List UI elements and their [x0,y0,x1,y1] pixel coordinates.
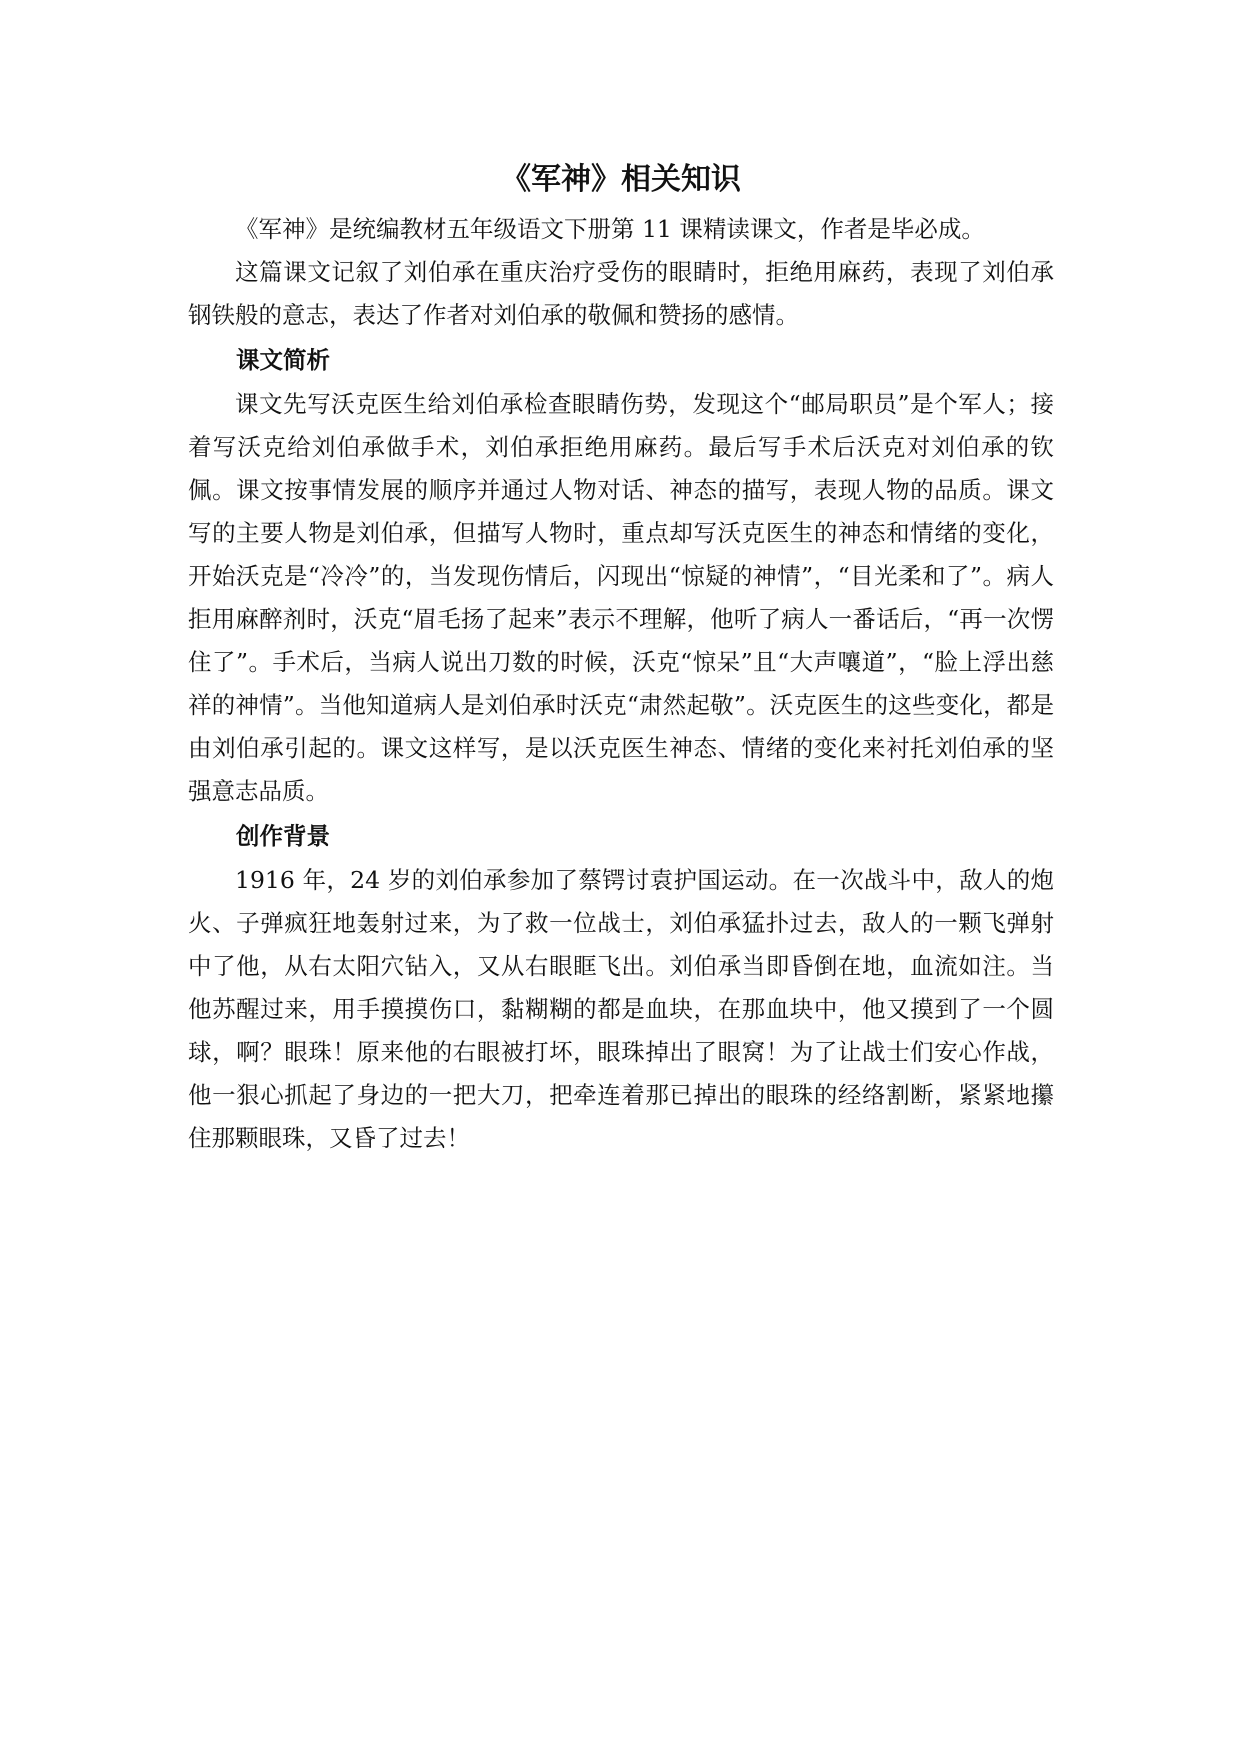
section-heading-analysis: 课文简析 [236,346,330,374]
document-page [188,158,1054,1160]
intro-paragraph-1: 《军神》是统编教材五年级语文下册第 11 课精读课文，作者是毕必成。 [235,215,985,243]
background-paragraph: 1916 年，24 岁的刘伯承参加了蔡锷讨袁护国运动。在一次战斗中，敌人的炮火、子弹疯狂地轰射过来，为了救一位战士，刘伯承猛扑过去，敌人的一颗飞弹射中了他，从右太阳穴钻入，又从右眼眶飞出。刘伯承当即昏倒在地，血流如注。当他苏醒过来，用手摸摸伤口，黏糊糊的都是血块，在那血块中，他又摸到了一个圆球，啊？眼珠！原来他的右眼被打坏，眼珠掉出了眼窝！为了让战士们安心作战，他一狠心抓起了身边的一把大刀，把牵连着那已掉出的眼珠的经络割断，紧紧地攥住那颗眼珠，又昏了过去！ [188,866,1054,1152]
analysis-paragraph: 课文先写沃克医生给刘伯承检查眼睛伤势，发现这个“邮局职员”是个军人；接着写沃克给刘伯承做手术，刘伯承拒绝用麻药。最后写手术后沃克对刘伯承的钦佩。课文按事情发展的顺序并通过人物对话、神态的描写，表现人物的品质。课文写的主要人物是刘伯承，但描写人物时，重点却写沃克医生的神态和情绪的变化，开始沃克是“冷冷”的，当发现伤情后，闪现出“惊疑的神情”，“目光柔和了”。病人拒用麻醉剂时，沃克“眉毛扬了起来”表示不理解，他听了病人一番话后，“再一次愣住了”。手术后，当病人说出刀数的时候，沃克“惊呆”且“大声嚷道”，“脸上浮出慈祥的神情”。当他知道病人是刘伯承时沃克“肃然起敬”。沃克医生的这些变化，都是由刘伯承引起的。课文这样写，是以沃克医生神态、情绪的变化来衬托刘伯承的坚强意志品质。 [188,390,1054,805]
document-title: 《军神》相关知识 [501,162,741,197]
section-heading-background: 创作背景 [236,822,330,850]
intro-paragraph-2: 这篇课文记叙了刘伯承在重庆治疗受伤的眼睛时，拒绝用麻药，表现了刘伯承钢铁般的意志，表达了作者对刘伯承的敬佩和赞扬的感情。 [188,258,1054,329]
